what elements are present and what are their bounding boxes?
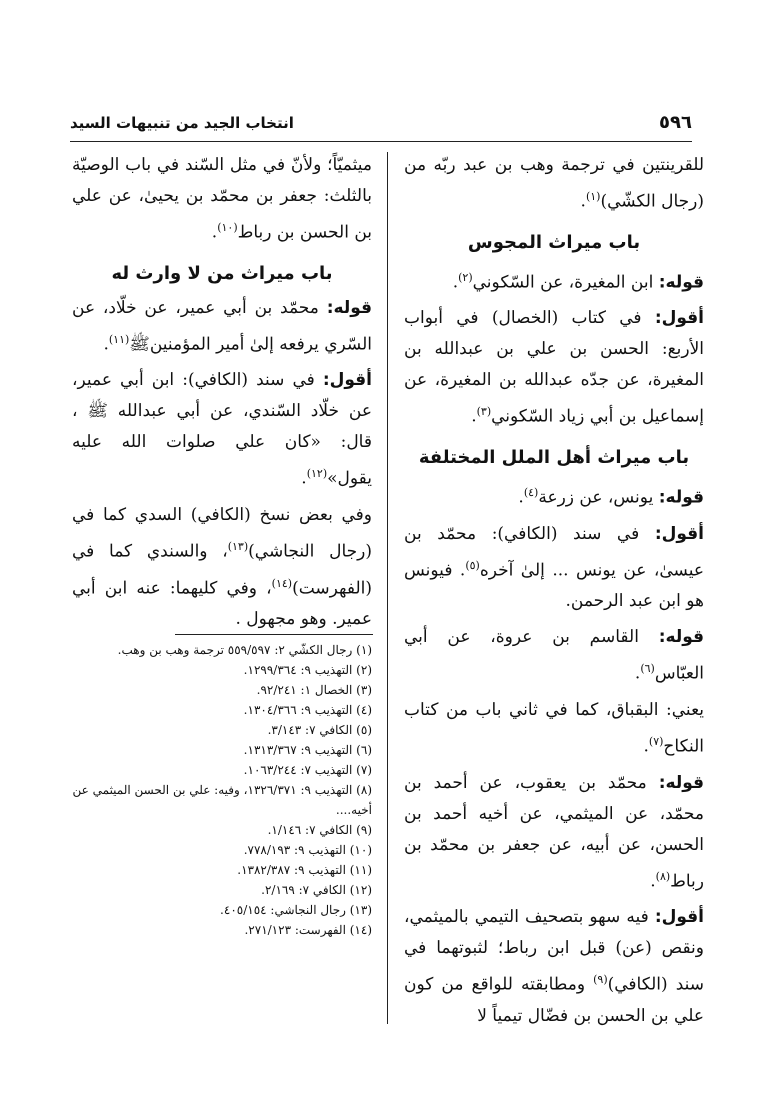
footnote: (١١) التهذيب ٩: ١٣٨٢/٣٨٧. [237, 863, 372, 877]
footnote-ref: (٤) [523, 485, 539, 499]
footnote-ref: (١٢) [306, 467, 328, 481]
footnote: (٨) التهذيب ٩: ١٣٢٦/٣٧١، وفيه: علي بن الحسن الميثمي عن أخيه.... [72, 783, 372, 817]
footnote: (١) رجال الكشّي ٢: ٥٥٩/٥٩٧ ترجمة وهب بن وهب. [117, 643, 372, 657]
footnote: (٣) الخصال ١: ٩٢/٢٤١. [256, 683, 372, 697]
footnote: (٧) التهذيب ٧: ١٠٦٣/٢٤٤. [243, 763, 372, 777]
paragraph: قوله: ابن المغيرة، عن السّكوني$^{(٢)}$. [452, 270, 704, 293]
footnote-ref: (٣) [476, 405, 492, 419]
footnote-ref: (٨) [655, 869, 671, 883]
footnote-ref: (٥) [465, 558, 480, 572]
footnote: (١٤) الفهرست: ٢٧١/١٢٣. [244, 923, 372, 937]
footnote: (١٢) الكافي ٧: ٢/١٦٩. [261, 883, 372, 897]
footnote: (١٠) التهذيب ٩: ٧٧٨/١٩٣. [243, 843, 372, 857]
footnote: (٢) التهذيب ٩: ١٢٩٩/٣٦٤. [243, 663, 372, 677]
footnote: (٩) الكافي ٧: ١/١٤٦. [267, 823, 372, 837]
footnote: (٥) الكافي ٧: ٣/١٤٣. [267, 723, 372, 737]
footnote: (٤) التهذيب ٩: ١٣٠٤/٣٦٦. [243, 703, 372, 717]
footnotes [72, 640, 372, 940]
comment-label: أقول: [322, 370, 372, 391]
comment-label: أقول: [654, 523, 704, 544]
paragraph: أقول: في سند (الكافي): محمّد بن عيسىٰ، عن يونس ... إلىٰ آخره$^{(٥)}$. فيونس هو ابن عبد الرحمن. [404, 523, 704, 612]
paragraph: أقول: في كتاب (الخصال) في أبواب الأربع: الحسن بن علي بن عبدالله بن المغيرة، عن جدّه عبدالله بن المغيرة، عن إسماعيل بن أبي زياد السّكوني$^{(٣)}$. [404, 308, 704, 427]
quote-label: قوله: [658, 627, 704, 648]
footnote-separator [175, 634, 373, 635]
footnote-ref: (٩) [593, 973, 608, 987]
footnote-ref: (٦) [640, 662, 655, 676]
right-column [404, 150, 704, 1032]
quote-label: قوله: [658, 487, 704, 508]
section-heading: باب ميراث من لا وارث له [111, 262, 333, 284]
running-header [70, 112, 692, 140]
footnote-ref: (٢) [458, 270, 473, 284]
page-number: ٥٩٦ [659, 112, 692, 133]
paragraph: أقول: فيه سهو بتصحيف التيمي بالميثمي، ونقص (عن) قبل ابن رباط؛ لثبوتهما في سند (الكافي)$^{(٩)}$ ومطابقته للواقع من كون علي بن الحسن بن فضّال تيمياً لا [404, 907, 705, 1026]
comment-label: أقول: [654, 907, 704, 928]
footnote-ref: (١٤) [271, 576, 293, 590]
running-title: انتخاب الجيد من تنبيهات السيد [70, 114, 294, 132]
paragraph: وفي بعض نسخ (الكافي) السدي كما في (رجال النجاشي)$^{(١٣)}$، والسندي كما في (الفهرست)$^{(١٤)}$، وفي كليهما: عنه ابن أبي عمير. وهو مجهول . [72, 504, 372, 630]
section-heading: باب ميراث المجوس [467, 231, 641, 253]
footnote-ref: (١٠) [217, 221, 238, 234]
column-divider [387, 152, 388, 1024]
footnote-ref: (١) [585, 190, 601, 203]
paragraph: أقول: في سند (الكافي): ابن أبي عمير، عن خلّاد السّندي، عن أبي عبدالله ﷺ ، قال: «كان علي صلوات الله عليه يقول»$^{(١٢)}$. [72, 370, 372, 489]
footnote-ref: (١٣) [227, 539, 249, 553]
header-rule [70, 141, 692, 142]
quote-label: قوله: [658, 272, 704, 293]
comment-label: أقول: [654, 308, 704, 329]
paragraph: قوله: يونس، عن زرعة$^{(٤)}$. [518, 485, 704, 508]
footnote: (٦) التهذيب ٩: ١٣١٣/٣٦٧. [243, 743, 372, 757]
section-heading: باب ميراث أهل الملل المختلفة [418, 446, 690, 468]
quote-label: قوله: [658, 772, 704, 793]
paragraph: يعني: البقباق، كما في ثاني باب من كتاب النكاح$^{(٧)}$. [404, 699, 704, 757]
footnote-ref: (١١) [108, 332, 130, 346]
footnote-ref: (٧) [648, 734, 664, 748]
paragraph: للقرينتين في ترجمة وهب بن عبد ربّه من (رجال الكشّي)$^{(١)}$. [404, 155, 704, 212]
paragraph: قوله: محمّد بن أبي عمير، عن خلّاد، عن السّري يرفعه إلىٰ أمير المؤمنينﷺ$^{(١١)}$. [72, 297, 372, 355]
paragraph: قوله: محمّد بن يعقوب، عن أحمد بن محمّد، عن الميثمي، عن أخيه أحمد بن الحسن، عن أبيه، عن جعفر بن محمّد بن رباط$^{(٨)}$. [404, 772, 704, 892]
footnote: (١٣) رجال النجاشي: ٤٠٥/١٥٤. [220, 903, 372, 917]
paragraph: قوله: القاسم بن عروة، عن أبي العبّاس$^{(٦)}$. [404, 627, 704, 684]
paragraph: ميثميّاً؛ ولأنّ في مثل السّند في باب الوصيّة بالثلث: جعفر بن محمّد بن يحيىٰ، عن علي بن الحسن بن رباط$^{(١٠)}$. [72, 155, 372, 243]
honorific-glyph: ﷺ [129, 334, 150, 355]
quote-label: قوله: [326, 297, 372, 318]
left-column [72, 150, 372, 635]
